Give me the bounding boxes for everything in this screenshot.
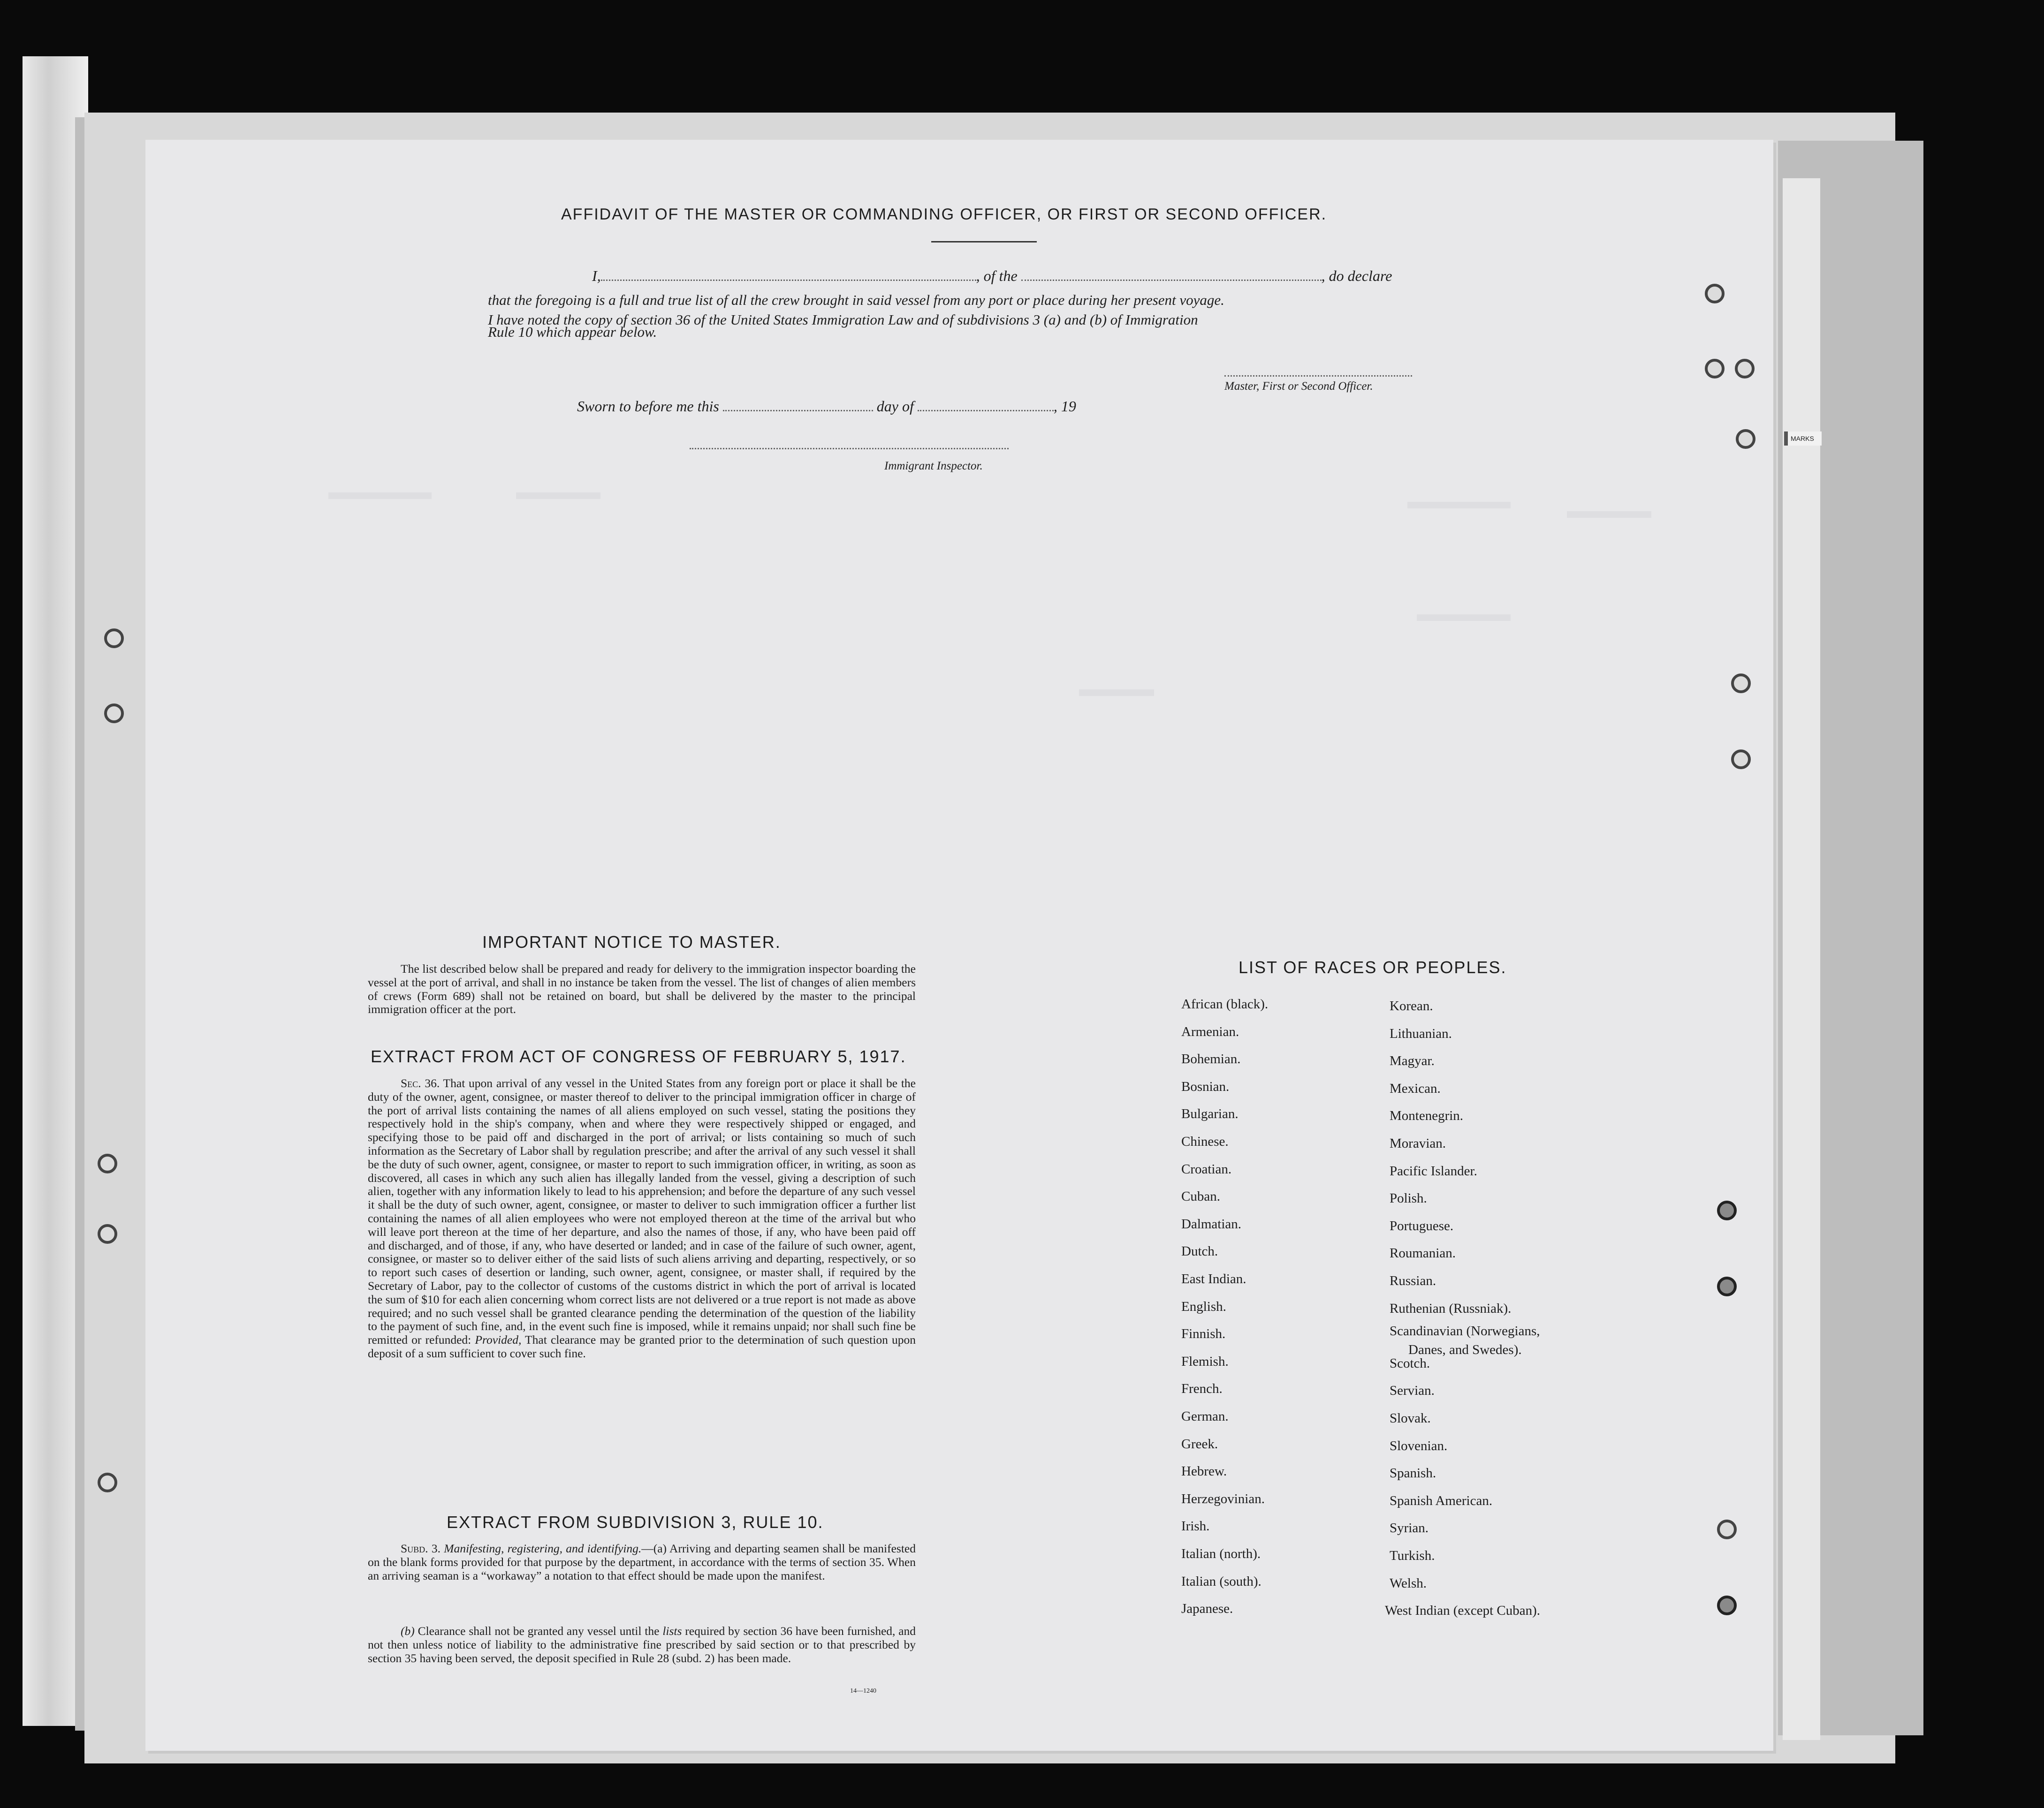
rule-extract-para-b [368, 1625, 916, 1665]
binder-hole-icon [104, 628, 124, 648]
signature-line [1224, 375, 1412, 377]
race-item: Scandinavian (Norwegians, [1390, 1324, 1540, 1339]
punch-hole-icon [1731, 673, 1751, 693]
race-item: Cuban. [1181, 1189, 1220, 1204]
affidavit-line-1-end: , do declare [1321, 267, 1392, 284]
name-blank [601, 280, 976, 281]
vessel-blank [1021, 280, 1322, 281]
act-extract-title: EXTRACT FROM ACT OF CONGRESS OF FEBRUARY 5, 1917. [371, 1047, 906, 1066]
proviso-text: That clearance may be granted prior to the determination of such question upon deposit of a sum sufficient to cover such fine. [368, 1333, 916, 1360]
sworn-mid: day of [876, 398, 914, 415]
title-rule [931, 241, 1037, 242]
race-item: English. [1181, 1299, 1226, 1314]
race-item: Slovenian. [1390, 1438, 1448, 1453]
sworn-day-blank [723, 410, 873, 411]
race-item: Croatian. [1181, 1161, 1232, 1177]
race-item: Finnish. [1181, 1326, 1226, 1342]
race-item: Dalmatian. [1181, 1216, 1242, 1232]
race-item: Russian. [1390, 1273, 1436, 1288]
binder-hole-icon [104, 704, 124, 723]
races-title: LIST OF RACES OR PEOPLES. [1239, 958, 1507, 977]
race-item: Dutch. [1181, 1244, 1218, 1259]
race-item: Turkish. [1390, 1548, 1435, 1563]
binder-hole-icon [98, 1154, 117, 1173]
rule-extract-para-a: Subd. 3. Manifesting, registering, and identifying.—(a) Arriving and departing seamen shall be manifested on the blank forms provided for that purpose by the department, in accordance with the terms of section 35. When an arriving seaman is a “workaway” a notation to that effect should be made upon the manifest. [368, 1542, 916, 1582]
race-item: Scotch. [1390, 1355, 1430, 1371]
race-item: German. [1181, 1409, 1229, 1424]
race-item: Korean. [1390, 999, 1433, 1014]
inspector-signature-line [690, 448, 1009, 449]
section-label: Sec. 36. [401, 1076, 440, 1090]
act-extract-body [368, 1077, 916, 1361]
affidavit-line-1-start: I, [592, 267, 601, 284]
punch-hole-icon [1705, 359, 1725, 378]
punch-hole-icon [1717, 1596, 1737, 1615]
affidavit-line-1 [592, 267, 1392, 285]
inspector-caption: Immigrant Inspector. [884, 460, 983, 472]
form-number: 14—1240 [850, 1687, 876, 1695]
race-item: Ruthenian (Russniak). [1390, 1301, 1512, 1316]
race-item: Italian (north). [1181, 1546, 1261, 1561]
race-item: Welsh. [1390, 1575, 1427, 1591]
race-item: Bohemian. [1181, 1052, 1241, 1067]
para-b-text-1: Clearance shall not be granted any vessel until the [418, 1624, 660, 1638]
race-item: Herzegovinian. [1181, 1491, 1265, 1506]
punch-hole-icon [1731, 749, 1751, 769]
proviso-label: Provided, [475, 1333, 522, 1347]
race-item: Magyar. [1390, 1053, 1435, 1069]
section-36-text: That upon arrival of any vessel in the United States from any foreign port or place it shall be the duty of the owner, agent, consignee, or master thereof to deliver to the principal immigration officer in charge of the port of arrival lists containing the names of all aliens employed on such vessel, stating the positions they respectively hold in the ship's company, when and where they were respectively shipped or engaged, and specifying those to be paid off and discharged in the port of arrival; or lists containing so much of such information as the Secretary of Labor shall by regulation prescribe; and after the arrival of any such vessel it shall be the duty of such owner, agent, consignee, or master to report to such immigration officer, in writing, as soon as discovered, all cases in which any such alien has illegally landed from the vessel, giving a description of such alien, together with any information likely to lead to his apprehension; and before the departure of any such vessel it shall be the duty of such owner, agent, consignee, or master to deliver to such immigration officer a further list containing the names of all alien employees who were not employed thereon at the time of the arrival but who will leave port thereon at the time of her departure, and also the names of those, if any, who have been paid off and discharged, and of those, if any, who have deserted or landed; and in case of the failure of such owner, agent, consignee, or master so to deliver either of the said lists of such aliens arriving and departing, respectively, or so to report such cases of desertion or landing, such owner, agent, consignee, or master shall, if required by the Secretary of Labor, pay to the collector of customs of the customs district in which the port of arrival is located the sum of $10 for each alien concerning whom correct lists are not delivered or a true report is not made as above required; and no such vessel shall be granted clearance pending the determination of the question of the liability to the payment of such fine, and, in the event such fine is imposed, while it remains unpaid; nor shall such fine be remitted or refunded: [368, 1076, 916, 1347]
race-item: Greek. [1181, 1436, 1218, 1452]
binder-hole-icon [98, 1473, 117, 1492]
punch-hole-icon [1717, 1201, 1737, 1220]
subd-label: Subd. 3. [401, 1542, 441, 1555]
race-item: Bosnian. [1181, 1079, 1230, 1094]
right-page-edge [1783, 178, 1820, 1740]
race-item: French. [1181, 1381, 1223, 1397]
race-item: Lithuanian. [1390, 1026, 1452, 1041]
para-b-lists: lists [662, 1624, 682, 1638]
race-item: Danes, and Swedes). [1408, 1342, 1522, 1358]
affidavit-title: AFFIDAVIT OF THE MASTER OR COMMANDING OFFICER, OR FIRST OR SECOND OFFICER. [561, 205, 1327, 223]
race-item: Roumanian. [1390, 1246, 1456, 1261]
bleed-through-text [328, 492, 1689, 774]
race-item: Spanish. [1390, 1466, 1436, 1481]
races-right-column [1385, 999, 1652, 1637]
punch-hole-icon [1705, 284, 1725, 303]
race-item: Chinese. [1181, 1134, 1229, 1149]
subd-heading: Manifesting, registering, and identifying. [444, 1542, 642, 1555]
affidavit-line-3: I have noted the copy of section 36 of the United States Immigration Law and of subdivisions 3 (a) and (b) of Immigration [488, 311, 1198, 328]
punch-hole-icon [1717, 1277, 1737, 1296]
punch-hole-icon [1735, 359, 1755, 378]
race-item: Portuguese. [1390, 1218, 1454, 1233]
race-item: Mexican. [1390, 1081, 1441, 1096]
race-item: Servian. [1390, 1383, 1435, 1399]
para-a-label: (a) [653, 1542, 667, 1555]
race-item: West Indian (except Cuban). [1385, 1603, 1541, 1619]
race-item: Armenian. [1181, 1024, 1239, 1039]
race-item: Hebrew. [1181, 1464, 1227, 1479]
sworn-start: Sworn to before me this [577, 398, 719, 415]
affidavit-line-1-mid: , of the [976, 267, 1018, 284]
punch-hole-icon [1736, 429, 1755, 449]
race-item: Italian (south). [1181, 1573, 1261, 1589]
signature-caption: Master, First or Second Officer. [1224, 380, 1373, 393]
races-left-column [1181, 997, 1378, 1635]
race-item: Flemish. [1181, 1354, 1229, 1369]
race-item: Montenegrin. [1390, 1108, 1464, 1124]
notice-body-text: The list described below shall be prepared and ready for delivery to the immigration inspector boarding the vessel at the port of arrival, and shall in no instance be taken from the vessel. The list of changes of alien members of crews (Form 689) shall not be retained on board, but shall be delivered by the master to the principal immigration officer at the port. [368, 962, 916, 1016]
race-item: Moravian. [1390, 1136, 1446, 1151]
race-item: East Indian. [1181, 1271, 1246, 1286]
punch-hole-icon [1717, 1520, 1737, 1539]
binder-hole-icon [98, 1224, 117, 1244]
sworn-line [577, 398, 1076, 415]
race-item: Polish. [1390, 1191, 1427, 1206]
sworn-month-blank [918, 410, 1054, 411]
race-item: Irish. [1181, 1519, 1210, 1534]
race-item: Spanish American. [1390, 1493, 1493, 1508]
race-item: Bulgarian. [1181, 1106, 1239, 1122]
rule-extract-title: EXTRACT FROM SUBDIVISION 3, RULE 10. [447, 1513, 824, 1532]
race-item: Pacific Islander. [1390, 1163, 1477, 1179]
race-item: African (black). [1181, 997, 1269, 1012]
sworn-end: , 19 [1053, 398, 1076, 415]
para-b-text-2: required by section 36 have been furnished, and not then unless notice of liability to the administrative fine prescribed by said section or to that prescribed by section 35 having been served, the deposit specified in Rule 28 (subd. 2) has been made. [368, 1624, 916, 1665]
race-item: Japanese. [1181, 1601, 1233, 1617]
affidavit-line-2: that the foregoing is a full and true list of all the crew brought in said vessel from any port or place during her present voyage. [488, 292, 1224, 308]
race-item: Slovak. [1390, 1411, 1431, 1426]
para-b-label: (b) [401, 1624, 415, 1638]
para-a-text: Arriving and departing seamen shall be manifested on the blank forms provided for that purpose by the department, in accordance with the terms of section 35. When an arriving seaman is a “workaway” a notation to that effect should be made upon the manifest. [368, 1542, 916, 1582]
margin-tab-label: MARKS [1791, 435, 1814, 442]
race-item: Syrian. [1390, 1521, 1429, 1536]
notice-body [368, 962, 916, 1016]
margin-tab [1784, 431, 1822, 446]
affidavit-line-4: Rule 10 which appear below. [488, 324, 657, 340]
notice-title: IMPORTANT NOTICE TO MASTER. [482, 932, 781, 952]
